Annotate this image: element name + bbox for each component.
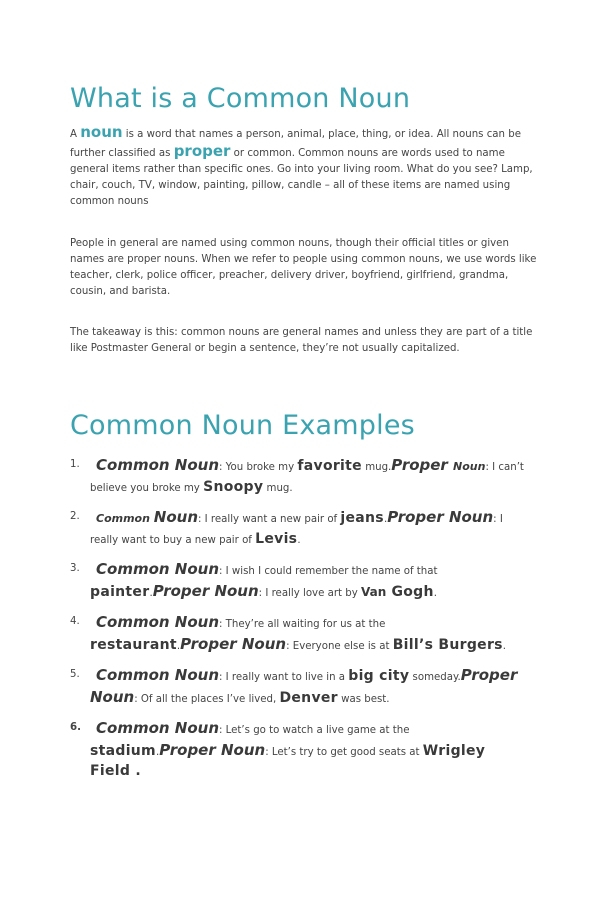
text-run: someday.	[409, 672, 461, 683]
text-run: : I really want to buy a new pair of	[90, 514, 503, 546]
highlight-word: restaurant	[90, 636, 177, 653]
intro-paragraph	[70, 124, 540, 210]
proper-noun-label	[391, 456, 485, 474]
common-noun-label	[96, 508, 198, 526]
label-part: Common	[96, 512, 154, 525]
highlight-word: Gogh	[386, 583, 434, 600]
section-title-examples: Common Noun Examples	[70, 410, 415, 441]
text-run: .	[149, 587, 153, 599]
text-run: : Everyone else is at	[286, 640, 393, 652]
common-noun-label: Common Noun	[96, 456, 219, 474]
text-run: : You broke my	[219, 462, 298, 473]
highlight-word: Wrigley Field .	[90, 742, 486, 779]
label-part: Proper	[391, 456, 454, 474]
label-part: Noun	[453, 460, 486, 473]
example-item-6	[70, 719, 530, 783]
highlight-word: favorite	[297, 458, 362, 474]
text-run: or common. Common nouns are words used to name general items rather than specific ones. Go into your living room. What do you see? Lamp, chair, couch, TV, window, painting, pillow, candle – all of these items are named using common nouns	[70, 148, 533, 207]
highlight-word: jeans	[340, 510, 384, 526]
list-number: 6.	[70, 722, 81, 733]
text-run: : I really want a new pair of	[198, 514, 341, 525]
text-run: : I wish I could remember the name of that	[219, 566, 438, 577]
text-run: : Let’s try to get good seats at	[265, 746, 423, 758]
highlight-word: big city	[348, 668, 410, 684]
proper-noun-label: Proper Noun	[90, 666, 518, 706]
proper-noun-label: Proper Noun	[387, 508, 494, 526]
example-item-1	[70, 456, 530, 498]
highlight-word: Bill’s Burgers	[392, 636, 503, 653]
proper-noun-label: Proper Noun	[152, 581, 259, 600]
people-paragraph: People in general are named using common nouns, though their official titles or given names are proper nouns. When we refer to people using common nouns, we use words like teacher, clerk, police officer, preacher, delivery driver, boyfriend, girlfriend, grandma, cousin, and barista.	[70, 238, 537, 297]
section-title-common-noun: What is a Common Noun	[70, 83, 411, 114]
text-run: : I can’t believe you broke my	[90, 462, 524, 494]
highlight-word: stadium	[90, 742, 156, 759]
proper-noun-label: Proper Noun	[159, 740, 266, 759]
text-run: : I really love art by	[258, 587, 361, 599]
text-run: A	[70, 129, 81, 140]
examples-list	[70, 456, 530, 783]
term-noun: noun	[80, 123, 123, 141]
highlight-word: Levis	[255, 530, 298, 547]
text-run: .	[176, 640, 181, 652]
text-run: .	[502, 640, 507, 652]
list-number: 5.	[70, 669, 80, 680]
common-noun-label: Common Noun	[96, 666, 219, 684]
text-run: is a word that names a person, animal, place, thing, or idea. All nouns can be further classified as	[70, 129, 521, 159]
proper-noun-label: Proper Noun	[180, 634, 287, 653]
text-run: .	[383, 514, 388, 525]
text-run: : Of all the places I’ve lived,	[134, 693, 280, 705]
highlight-word: painter	[90, 583, 150, 600]
example-item-4	[70, 613, 530, 656]
example-item-3	[70, 560, 530, 603]
example-item-5	[70, 666, 530, 709]
text-run: .	[155, 746, 160, 758]
text-run: was best.	[337, 693, 390, 705]
text-run: .	[297, 534, 301, 546]
text-run: : Let’s go to watch a live game at the	[219, 725, 410, 736]
example-item-2	[70, 508, 530, 550]
list-number: 3.	[70, 563, 80, 574]
text-run: .	[433, 587, 437, 599]
list-number: 1.	[70, 459, 80, 470]
list-number: 4.	[70, 616, 80, 627]
text-run: : I really want to live in a	[219, 672, 349, 683]
text-run: : They’re all waiting for us at the	[219, 619, 386, 630]
highlight-word: Snoopy	[203, 478, 264, 495]
text-run: mug.	[263, 482, 293, 494]
common-noun-label: Common Noun	[96, 719, 219, 737]
highlight-word: Van	[360, 584, 387, 599]
common-noun-label: Common Noun	[96, 613, 219, 631]
label-part: Noun	[153, 508, 198, 526]
list-number: 2.	[70, 511, 80, 522]
text-run: mug.	[361, 462, 392, 473]
highlight-word: Denver	[279, 689, 338, 706]
term-proper: proper	[173, 142, 231, 160]
common-noun-label: Common Noun	[96, 560, 219, 578]
takeaway-paragraph: The takeaway is this: common nouns are general names and unless they are part of a title like Postmaster General or begin a sentence, they’re not usually capitalized.	[70, 327, 533, 354]
